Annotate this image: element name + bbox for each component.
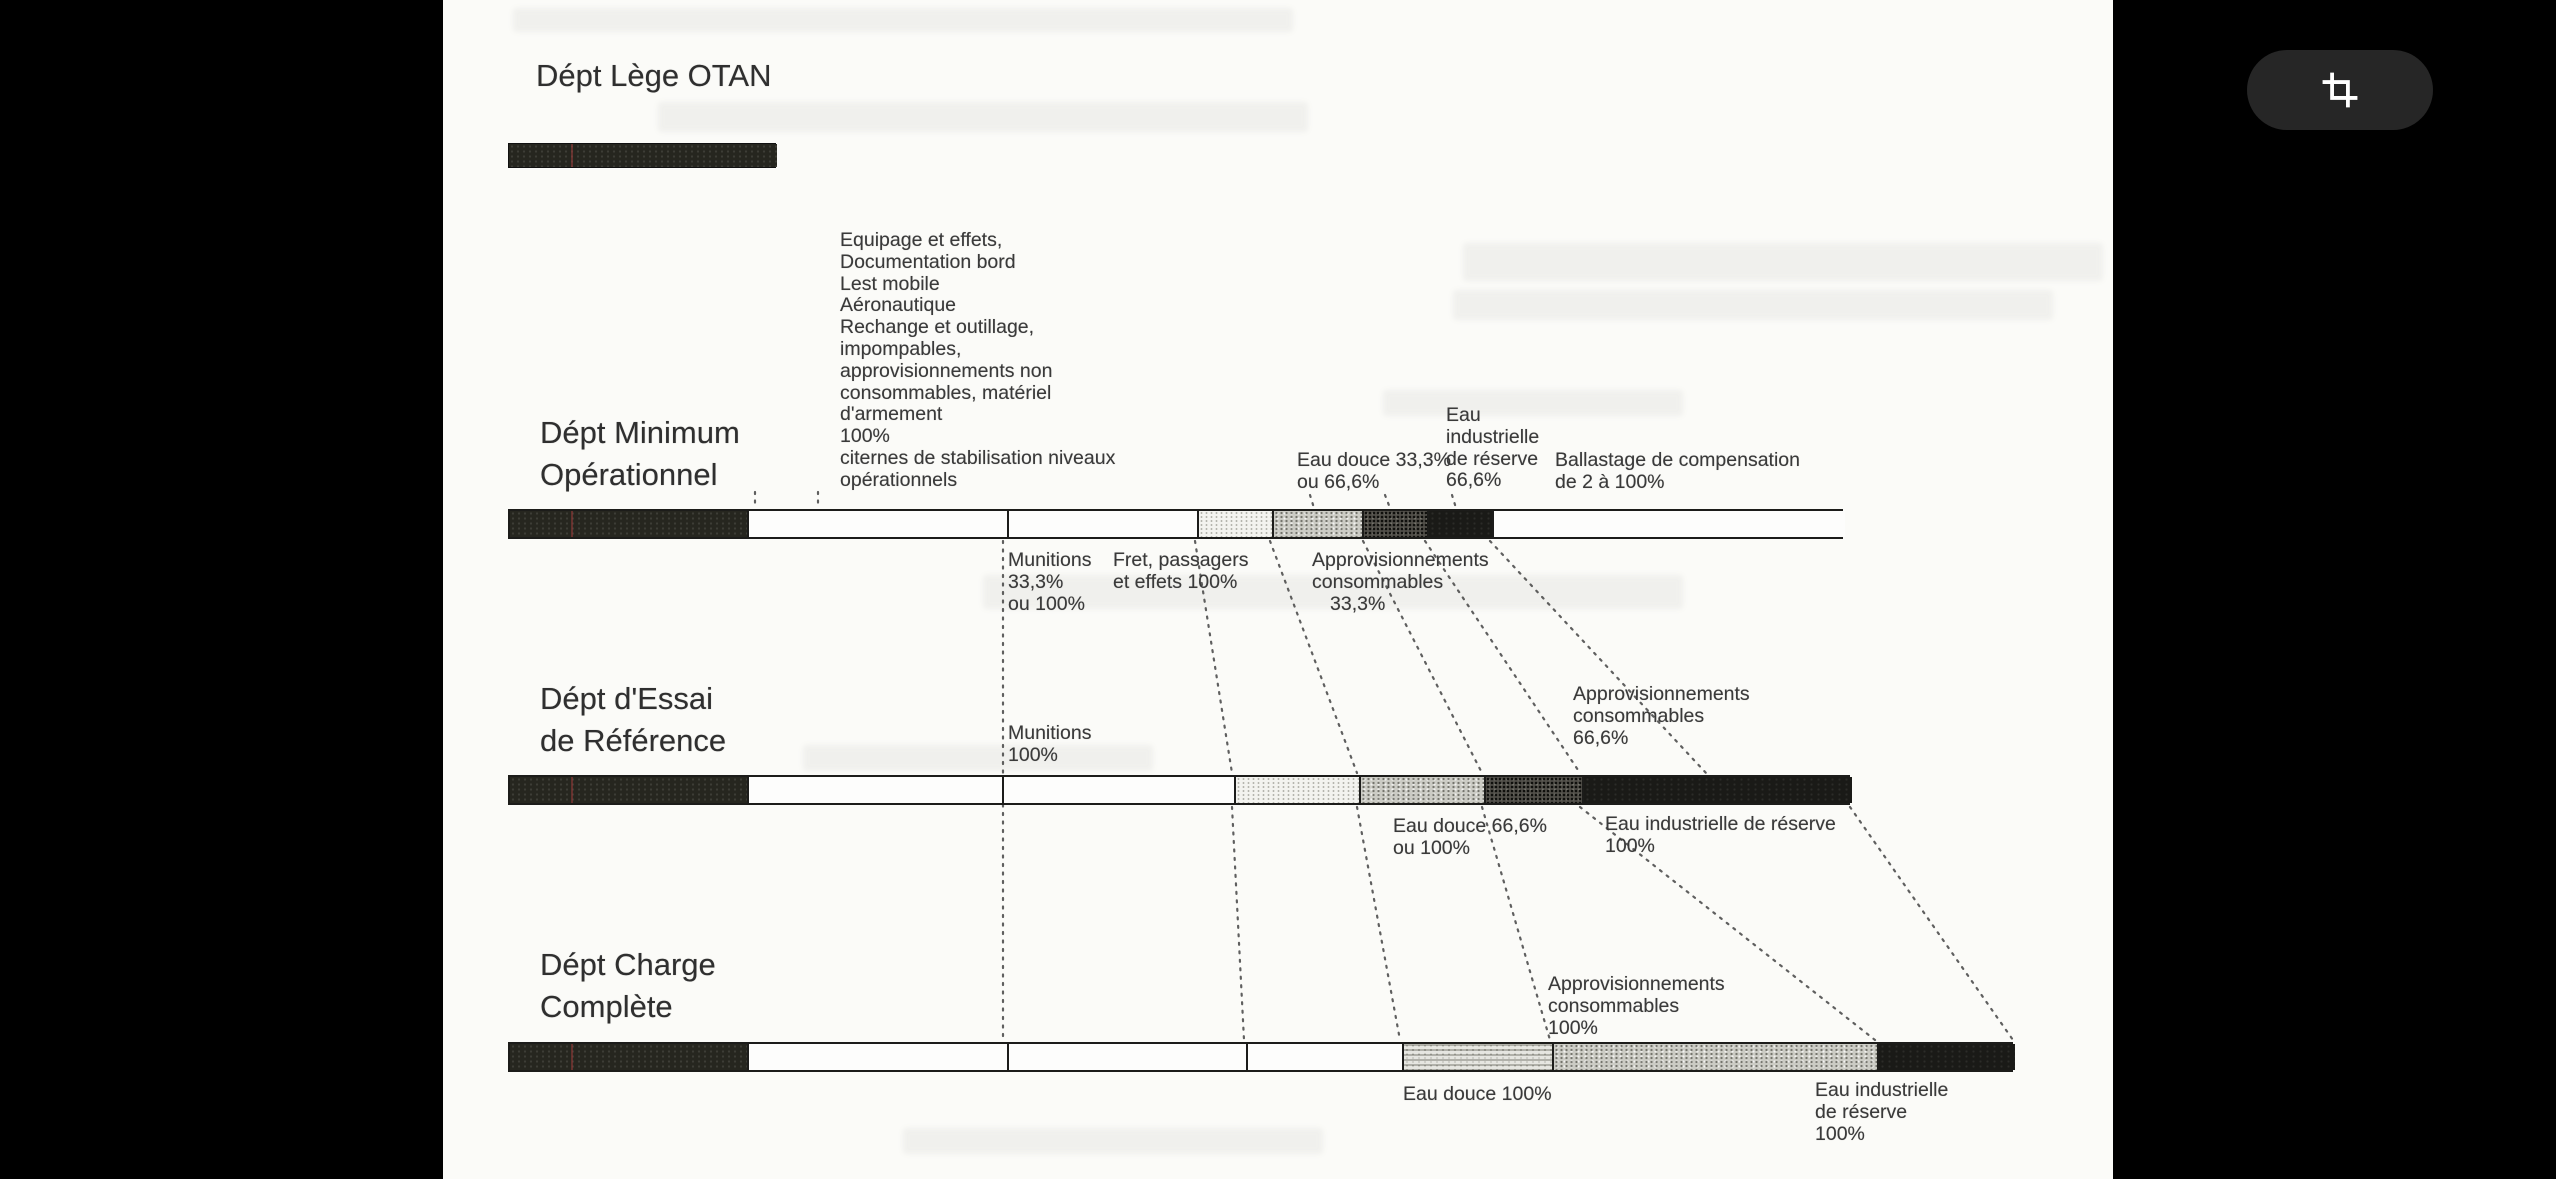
crop-button[interactable] — [2247, 50, 2433, 130]
dept-charge-complete-bar-segment-black — [1877, 1044, 2015, 1070]
dept-minimum-operationnel-bar-segment-white — [1007, 511, 1197, 537]
label-munitions-33: Munitions 33,3% ou 100% — [1008, 549, 1092, 615]
label-equipage-block: Equipage et effets, Documentation bord Lest mobile Aéronautique Rechange et outillage, impompables, approvisionnements non consommables, matériel d'armement 100% citernes de stabilisation niveaux opérationnels — [840, 229, 1116, 491]
label-approvisionnements-33: Approvisionnements consommables 33,3% — [1312, 549, 1489, 615]
crop-icon — [2321, 71, 2359, 109]
dept-minimum-operationnel-bar-segment-dark — [1362, 511, 1427, 537]
label-eau-douce-100: Eau douce 100% — [1403, 1083, 1552, 1105]
dept-minimum-operationnel-bar-segment-white — [1492, 511, 1845, 537]
dept-lege-otan-bar — [508, 143, 776, 168]
dept-essai-reference-bar-segment-base — [510, 777, 747, 803]
label-eau-industrielle-100-bar2: Eau industrielle de réserve 100% — [1605, 813, 1836, 857]
label-approvisionnements-100: Approvisionnements consommables 100% — [1548, 973, 1725, 1039]
dept-essai-reference-bar-segment-dark — [1484, 777, 1582, 803]
label-eau-industrielle-100-bar3: Eau industrielle de réserve 100% — [1815, 1079, 1949, 1145]
dept-charge-complete-bar — [508, 1042, 2013, 1072]
dept-essai-reference-bar — [508, 775, 1850, 805]
dept-minimum-operationnel-bar-segment-faint — [1197, 511, 1272, 537]
dept-charge-complete-bar-segment-white — [1246, 1044, 1402, 1070]
scan-artifact-line — [571, 144, 573, 167]
section-title-dept-charge-complete: Dépt Charge Complète — [540, 947, 716, 1024]
label-munitions-100: Munitions 100% — [1008, 722, 1092, 766]
dept-charge-complete-bar-segment-base — [510, 1044, 747, 1070]
dept-minimum-operationnel-bar — [508, 509, 1843, 539]
dept-charge-complete-bar-segment-white — [747, 1044, 1007, 1070]
dept-lege-otan-bar-segment-base — [509, 144, 777, 167]
dept-minimum-operationnel-bar-segment-white — [747, 511, 1007, 537]
dept-essai-reference-bar-segment-light — [1359, 777, 1484, 803]
scan-artifact-line — [571, 1044, 573, 1070]
scan-artifact-line — [571, 777, 573, 803]
label-ballastage: Ballastage de compensation de 2 à 100% — [1555, 449, 1800, 493]
dept-essai-reference-bar-segment-white — [747, 777, 1002, 803]
label-fret-passagers: Fret, passagers et effets 100% — [1113, 549, 1249, 593]
dept-minimum-operationnel-bar-segment-base — [510, 511, 747, 537]
scan-artifact-line — [571, 511, 573, 537]
dept-essai-reference-bar-segment-white — [1002, 777, 1234, 803]
label-eau-douce-33: Eau douce 33,3% ou 66,6% — [1297, 449, 1451, 493]
section-title-dept-minimum-operationnel: Dépt Minimum Opérationnel — [540, 415, 740, 492]
dept-essai-reference-bar-segment-black — [1582, 777, 1852, 803]
dept-charge-complete-bar-segment-streak — [1402, 1044, 1552, 1070]
section-title-dept-lege-otan: Dépt Lège OTAN — [536, 58, 772, 93]
label-approvisionnements-66: Approvisionnements consommables 66,6% — [1573, 683, 1750, 749]
label-eau-douce-66: Eau douce 66,6% ou 100% — [1393, 815, 1547, 859]
label-eau-industrielle-66: Eau industrielle de réserve 66,6% — [1446, 404, 1540, 492]
dept-minimum-operationnel-bar-segment-light — [1272, 511, 1362, 537]
dept-charge-complete-bar-segment-light — [1552, 1044, 1877, 1070]
dept-charge-complete-bar-segment-white — [1007, 1044, 1246, 1070]
dept-essai-reference-bar-segment-faint — [1234, 777, 1359, 803]
dept-minimum-operationnel-bar-segment-black — [1427, 511, 1492, 537]
section-title-dept-essai-reference: Dépt d'Essai de Référence — [540, 681, 727, 758]
scanned-document-page[interactable] — [443, 0, 2113, 1179]
